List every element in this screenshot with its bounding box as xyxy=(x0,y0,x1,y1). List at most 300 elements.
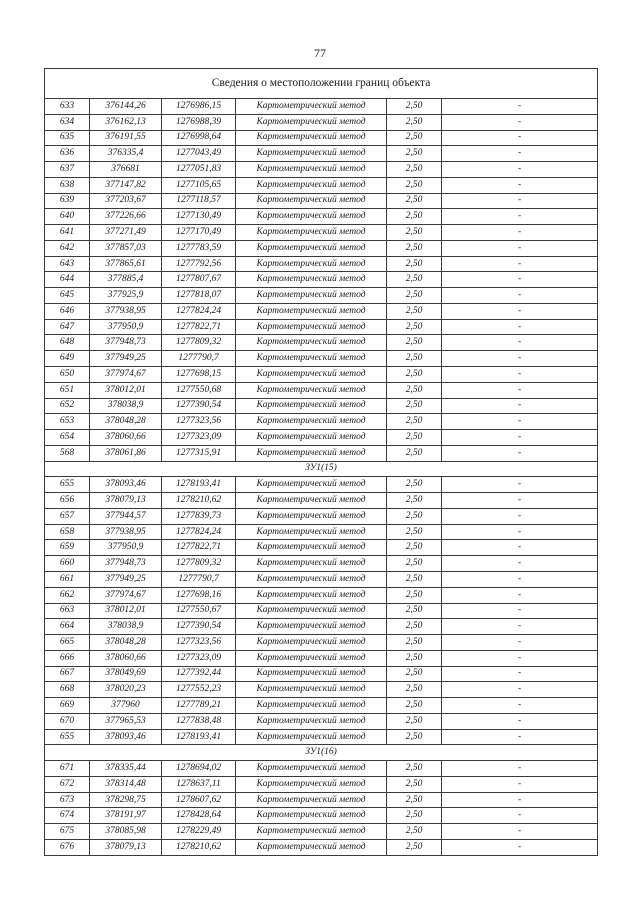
table-row xyxy=(45,761,598,777)
accuracy-cell: 2,50 xyxy=(387,540,442,556)
x-coordinate-cell: 378020,23 xyxy=(90,682,162,698)
accuracy-cell: 2,50 xyxy=(387,776,442,792)
x-coordinate-cell: 377950,9 xyxy=(90,319,162,335)
method-cell: Картометрический метод xyxy=(236,587,387,603)
point-number-cell: 664 xyxy=(45,619,90,635)
point-number-cell: 674 xyxy=(45,808,90,824)
y-coordinate-cell: 1276986,15 xyxy=(162,99,236,115)
accuracy-cell: 2,50 xyxy=(387,303,442,319)
description-cell: - xyxy=(442,382,598,398)
x-coordinate-cell: 378038,9 xyxy=(90,398,162,414)
y-coordinate-cell: 1277698,15 xyxy=(162,367,236,383)
table-body xyxy=(45,69,598,856)
method-cell: Картометрический метод xyxy=(236,776,387,792)
y-coordinate-cell: 1277818,07 xyxy=(162,288,236,304)
table-row xyxy=(45,414,598,430)
method-cell: Картометрический метод xyxy=(236,477,387,493)
x-coordinate-cell: 376162,13 xyxy=(90,114,162,130)
method-cell: Картометрический метод xyxy=(236,430,387,446)
y-coordinate-cell: 1277550,67 xyxy=(162,603,236,619)
y-coordinate-cell: 1277323,09 xyxy=(162,650,236,666)
description-cell: - xyxy=(442,351,598,367)
accuracy-cell: 2,50 xyxy=(387,146,442,162)
description-cell: - xyxy=(442,650,598,666)
table-row xyxy=(45,225,598,241)
description-cell: - xyxy=(442,493,598,509)
table-row xyxy=(45,146,598,162)
method-cell: Картометрический метод xyxy=(236,99,387,115)
table-row xyxy=(45,477,598,493)
y-coordinate-cell: 1277790,7 xyxy=(162,571,236,587)
point-number-cell: 646 xyxy=(45,303,90,319)
description-cell: - xyxy=(442,682,598,698)
method-cell: Картометрический метод xyxy=(236,603,387,619)
accuracy-cell: 2,50 xyxy=(387,587,442,603)
x-coordinate-cell: 378093,46 xyxy=(90,477,162,493)
x-coordinate-cell: 378061,86 xyxy=(90,445,162,461)
accuracy-cell: 2,50 xyxy=(387,130,442,146)
description-cell: - xyxy=(442,398,598,414)
method-cell: Картометрический метод xyxy=(236,382,387,398)
method-cell: Картометрический метод xyxy=(236,698,387,714)
y-coordinate-cell: 1277824,24 xyxy=(162,303,236,319)
table-row xyxy=(45,493,598,509)
x-coordinate-cell: 378060,66 xyxy=(90,650,162,666)
y-coordinate-cell: 1277790,7 xyxy=(162,351,236,367)
method-cell: Картометрический метод xyxy=(236,540,387,556)
description-cell: - xyxy=(442,524,598,540)
method-cell: Картометрический метод xyxy=(236,351,387,367)
table-row xyxy=(45,682,598,698)
point-number-cell: 676 xyxy=(45,839,90,855)
table-row xyxy=(45,177,598,193)
method-cell: Картометрический метод xyxy=(236,524,387,540)
table-row xyxy=(45,587,598,603)
table-title: Сведения о местоположении границ объекта xyxy=(45,69,598,99)
y-coordinate-cell: 1277839,73 xyxy=(162,508,236,524)
x-coordinate-cell: 378012,01 xyxy=(90,603,162,619)
x-coordinate-cell: 377960 xyxy=(90,698,162,714)
x-coordinate-cell: 378049,69 xyxy=(90,666,162,682)
y-coordinate-cell: 1278210,62 xyxy=(162,493,236,509)
method-cell: Картометрический метод xyxy=(236,824,387,840)
x-coordinate-cell: 378314,48 xyxy=(90,776,162,792)
x-coordinate-cell: 377865,61 xyxy=(90,256,162,272)
y-coordinate-cell: 1277698,16 xyxy=(162,587,236,603)
point-number-cell: 636 xyxy=(45,146,90,162)
description-cell: - xyxy=(442,240,598,256)
table-row xyxy=(45,729,598,745)
point-number-cell: 642 xyxy=(45,240,90,256)
description-cell: - xyxy=(442,698,598,714)
x-coordinate-cell: 377203,67 xyxy=(90,193,162,209)
description-cell: - xyxy=(442,225,598,241)
y-coordinate-cell: 1277552,23 xyxy=(162,682,236,698)
x-coordinate-cell: 376144,26 xyxy=(90,99,162,115)
description-cell: - xyxy=(442,414,598,430)
point-number-cell: 655 xyxy=(45,729,90,745)
y-coordinate-cell: 1277789,21 xyxy=(162,698,236,714)
method-cell: Картометрический метод xyxy=(236,367,387,383)
y-coordinate-cell: 1277809,32 xyxy=(162,556,236,572)
point-number-cell: 638 xyxy=(45,177,90,193)
method-cell: Картометрический метод xyxy=(236,193,387,209)
x-coordinate-cell: 378191,97 xyxy=(90,808,162,824)
table-row xyxy=(45,288,598,304)
table-row xyxy=(45,209,598,225)
x-coordinate-cell: 378085,98 xyxy=(90,824,162,840)
accuracy-cell: 2,50 xyxy=(387,177,442,193)
method-cell: Картометрический метод xyxy=(236,225,387,241)
point-number-cell: 655 xyxy=(45,477,90,493)
x-coordinate-cell: 377949,25 xyxy=(90,571,162,587)
description-cell: - xyxy=(442,587,598,603)
description-cell: - xyxy=(442,335,598,351)
description-cell: - xyxy=(442,146,598,162)
table-row xyxy=(45,792,598,808)
x-coordinate-cell: 377948,73 xyxy=(90,335,162,351)
description-cell: - xyxy=(442,272,598,288)
accuracy-cell: 2,50 xyxy=(387,650,442,666)
page-number: 77 xyxy=(314,46,326,60)
description-cell: - xyxy=(442,430,598,446)
table-row xyxy=(45,114,598,130)
y-coordinate-cell: 1278637,11 xyxy=(162,776,236,792)
x-coordinate-cell: 378060,66 xyxy=(90,430,162,446)
point-number-cell: 662 xyxy=(45,587,90,603)
method-cell: Картометрический метод xyxy=(236,114,387,130)
accuracy-cell: 2,50 xyxy=(387,524,442,540)
accuracy-cell: 2,50 xyxy=(387,493,442,509)
x-coordinate-cell: 376681 xyxy=(90,162,162,178)
point-number-cell: 639 xyxy=(45,193,90,209)
method-cell: Картометрический метод xyxy=(236,792,387,808)
y-coordinate-cell: 1277043,49 xyxy=(162,146,236,162)
point-number-cell: 653 xyxy=(45,414,90,430)
accuracy-cell: 2,50 xyxy=(387,367,442,383)
y-coordinate-cell: 1277105,65 xyxy=(162,177,236,193)
table-row xyxy=(45,256,598,272)
method-cell: Картометрический метод xyxy=(236,445,387,461)
accuracy-cell: 2,50 xyxy=(387,414,442,430)
method-cell: Картометрический метод xyxy=(236,619,387,635)
point-number-cell: 654 xyxy=(45,430,90,446)
y-coordinate-cell: 1276998,64 xyxy=(162,130,236,146)
accuracy-cell: 2,50 xyxy=(387,713,442,729)
description-cell: - xyxy=(442,571,598,587)
method-cell: Картометрический метод xyxy=(236,256,387,272)
accuracy-cell: 2,50 xyxy=(387,225,442,241)
point-number-cell: 649 xyxy=(45,351,90,367)
table-row xyxy=(45,272,598,288)
method-cell: Картометрический метод xyxy=(236,303,387,319)
table-row xyxy=(45,571,598,587)
description-cell: - xyxy=(442,367,598,383)
table-row xyxy=(45,430,598,446)
accuracy-cell: 2,50 xyxy=(387,288,442,304)
point-number-cell: 666 xyxy=(45,650,90,666)
accuracy-cell: 2,50 xyxy=(387,792,442,808)
description-cell: - xyxy=(442,540,598,556)
x-coordinate-cell: 378048,28 xyxy=(90,635,162,651)
point-number-cell: 675 xyxy=(45,824,90,840)
x-coordinate-cell: 378038,9 xyxy=(90,619,162,635)
method-cell: Картометрический метод xyxy=(236,319,387,335)
table-row xyxy=(45,367,598,383)
point-number-cell: 657 xyxy=(45,508,90,524)
table-row xyxy=(45,824,598,840)
table-row xyxy=(45,303,598,319)
table-row xyxy=(45,351,598,367)
point-number-cell: 650 xyxy=(45,367,90,383)
accuracy-cell: 2,50 xyxy=(387,445,442,461)
boundary-coordinates-table xyxy=(44,68,598,856)
table-row xyxy=(45,508,598,524)
method-cell: Картометрический метод xyxy=(236,556,387,572)
table-row xyxy=(45,130,598,146)
y-coordinate-cell: 1277792,56 xyxy=(162,256,236,272)
table-row xyxy=(45,382,598,398)
point-number-cell: 634 xyxy=(45,114,90,130)
point-number-cell: 635 xyxy=(45,130,90,146)
table-row xyxy=(45,603,598,619)
y-coordinate-cell: 1277550,68 xyxy=(162,382,236,398)
table-row xyxy=(45,635,598,651)
description-cell: - xyxy=(442,130,598,146)
method-cell: Картометрический метод xyxy=(236,682,387,698)
method-cell: Картометрический метод xyxy=(236,839,387,855)
accuracy-cell: 2,50 xyxy=(387,430,442,446)
y-coordinate-cell: 1278694,02 xyxy=(162,761,236,777)
method-cell: Картометрический метод xyxy=(236,288,387,304)
accuracy-cell: 2,50 xyxy=(387,240,442,256)
table-row xyxy=(45,556,598,572)
accuracy-cell: 2,50 xyxy=(387,571,442,587)
description-cell: - xyxy=(442,839,598,855)
method-cell: Картометрический метод xyxy=(236,635,387,651)
accuracy-cell: 2,50 xyxy=(387,603,442,619)
method-cell: Картометрический метод xyxy=(236,398,387,414)
table-row xyxy=(45,713,598,729)
description-cell: - xyxy=(442,635,598,651)
accuracy-cell: 2,50 xyxy=(387,839,442,855)
method-cell: Картометрический метод xyxy=(236,130,387,146)
method-cell: Картометрический метод xyxy=(236,162,387,178)
method-cell: Картометрический метод xyxy=(236,650,387,666)
y-coordinate-cell: 1277392,44 xyxy=(162,666,236,682)
description-cell: - xyxy=(442,729,598,745)
point-number-cell: 673 xyxy=(45,792,90,808)
accuracy-cell: 2,50 xyxy=(387,256,442,272)
table-row xyxy=(45,650,598,666)
point-number-cell: 671 xyxy=(45,761,90,777)
y-coordinate-cell: 1277824,24 xyxy=(162,524,236,540)
x-coordinate-cell: 377950,9 xyxy=(90,540,162,556)
point-number-cell: 661 xyxy=(45,571,90,587)
description-cell: - xyxy=(442,256,598,272)
accuracy-cell: 2,50 xyxy=(387,162,442,178)
x-coordinate-cell: 377949,25 xyxy=(90,351,162,367)
table-row xyxy=(45,240,598,256)
accuracy-cell: 2,50 xyxy=(387,698,442,714)
accuracy-cell: 2,50 xyxy=(387,351,442,367)
method-cell: Картометрический метод xyxy=(236,713,387,729)
accuracy-cell: 2,50 xyxy=(387,114,442,130)
method-cell: Картометрический метод xyxy=(236,808,387,824)
accuracy-cell: 2,50 xyxy=(387,193,442,209)
table-title-row xyxy=(45,69,598,99)
x-coordinate-cell: 378093,46 xyxy=(90,729,162,745)
point-number-cell: 656 xyxy=(45,493,90,509)
table-row xyxy=(45,193,598,209)
point-number-cell: 652 xyxy=(45,398,90,414)
y-coordinate-cell: 1278229,49 xyxy=(162,824,236,840)
accuracy-cell: 2,50 xyxy=(387,508,442,524)
x-coordinate-cell: 377226,66 xyxy=(90,209,162,225)
x-coordinate-cell: 378298,75 xyxy=(90,792,162,808)
accuracy-cell: 2,50 xyxy=(387,635,442,651)
accuracy-cell: 2,50 xyxy=(387,209,442,225)
description-cell: - xyxy=(442,619,598,635)
method-cell: Картометрический метод xyxy=(236,177,387,193)
description-cell: - xyxy=(442,177,598,193)
y-coordinate-cell: 1278193,41 xyxy=(162,729,236,745)
description-cell: - xyxy=(442,792,598,808)
x-coordinate-cell: 378079,13 xyxy=(90,839,162,855)
x-coordinate-cell: 376335,4 xyxy=(90,146,162,162)
x-coordinate-cell: 378335,44 xyxy=(90,761,162,777)
point-number-cell: 669 xyxy=(45,698,90,714)
accuracy-cell: 2,50 xyxy=(387,666,442,682)
y-coordinate-cell: 1278193,41 xyxy=(162,477,236,493)
x-coordinate-cell: 377271,49 xyxy=(90,225,162,241)
description-cell: - xyxy=(442,209,598,225)
accuracy-cell: 2,50 xyxy=(387,99,442,115)
method-cell: Картометрический метод xyxy=(236,508,387,524)
method-cell: Картометрический метод xyxy=(236,414,387,430)
table-row xyxy=(45,99,598,115)
description-cell: - xyxy=(442,824,598,840)
accuracy-cell: 2,50 xyxy=(387,319,442,335)
y-coordinate-cell: 1276988,39 xyxy=(162,114,236,130)
point-number-cell: 641 xyxy=(45,225,90,241)
point-number-cell: 644 xyxy=(45,272,90,288)
description-cell: - xyxy=(442,603,598,619)
table-row xyxy=(45,445,598,461)
point-number-cell: 663 xyxy=(45,603,90,619)
method-cell: Картометрический метод xyxy=(236,571,387,587)
accuracy-cell: 2,50 xyxy=(387,824,442,840)
accuracy-cell: 2,50 xyxy=(387,382,442,398)
point-number-cell: 633 xyxy=(45,99,90,115)
point-number-cell: 659 xyxy=(45,540,90,556)
x-coordinate-cell: 377147,82 xyxy=(90,177,162,193)
table-row xyxy=(45,162,598,178)
x-coordinate-cell: 377938,95 xyxy=(90,524,162,540)
y-coordinate-cell: 1277807,67 xyxy=(162,272,236,288)
x-coordinate-cell: 377925,9 xyxy=(90,288,162,304)
section-label: ЗУ1(15) xyxy=(45,461,598,477)
y-coordinate-cell: 1277390,54 xyxy=(162,619,236,635)
description-cell: - xyxy=(442,114,598,130)
description-cell: - xyxy=(442,99,598,115)
table-row xyxy=(45,808,598,824)
table-row xyxy=(45,776,598,792)
y-coordinate-cell: 1278428,64 xyxy=(162,808,236,824)
y-coordinate-cell: 1277315,91 xyxy=(162,445,236,461)
table-row xyxy=(45,524,598,540)
x-coordinate-cell: 378079,13 xyxy=(90,493,162,509)
y-coordinate-cell: 1278607,62 xyxy=(162,792,236,808)
accuracy-cell: 2,50 xyxy=(387,335,442,351)
point-number-cell: 668 xyxy=(45,682,90,698)
y-coordinate-cell: 1277822,71 xyxy=(162,319,236,335)
description-cell: - xyxy=(442,508,598,524)
y-coordinate-cell: 1277390,54 xyxy=(162,398,236,414)
x-coordinate-cell: 377965,53 xyxy=(90,713,162,729)
table-row xyxy=(45,319,598,335)
table-row xyxy=(45,540,598,556)
description-cell: - xyxy=(442,477,598,493)
description-cell: - xyxy=(442,193,598,209)
x-coordinate-cell: 377857,03 xyxy=(90,240,162,256)
accuracy-cell: 2,50 xyxy=(387,398,442,414)
x-coordinate-cell: 377944,57 xyxy=(90,508,162,524)
y-coordinate-cell: 1277838,48 xyxy=(162,713,236,729)
method-cell: Картометрический метод xyxy=(236,335,387,351)
point-number-cell: 568 xyxy=(45,445,90,461)
accuracy-cell: 2,50 xyxy=(387,556,442,572)
description-cell: - xyxy=(442,162,598,178)
table-row xyxy=(45,666,598,682)
y-coordinate-cell: 1277809,32 xyxy=(162,335,236,351)
method-cell: Картометрический метод xyxy=(236,493,387,509)
point-number-cell: 670 xyxy=(45,713,90,729)
accuracy-cell: 2,50 xyxy=(387,619,442,635)
point-number-cell: 672 xyxy=(45,776,90,792)
accuracy-cell: 2,50 xyxy=(387,761,442,777)
table-row xyxy=(45,619,598,635)
y-coordinate-cell: 1277822,71 xyxy=(162,540,236,556)
table-row xyxy=(45,335,598,351)
point-number-cell: 647 xyxy=(45,319,90,335)
point-number-cell: 640 xyxy=(45,209,90,225)
method-cell: Картометрический метод xyxy=(236,240,387,256)
y-coordinate-cell: 1277783,59 xyxy=(162,240,236,256)
description-cell: - xyxy=(442,303,598,319)
method-cell: Картометрический метод xyxy=(236,146,387,162)
y-coordinate-cell: 1277051,83 xyxy=(162,162,236,178)
description-cell: - xyxy=(442,713,598,729)
method-cell: Картометрический метод xyxy=(236,272,387,288)
point-number-cell: 651 xyxy=(45,382,90,398)
y-coordinate-cell: 1278210,62 xyxy=(162,839,236,855)
section-header-row xyxy=(45,461,598,477)
y-coordinate-cell: 1277323,56 xyxy=(162,635,236,651)
point-number-cell: 660 xyxy=(45,556,90,572)
point-number-cell: 667 xyxy=(45,666,90,682)
accuracy-cell: 2,50 xyxy=(387,729,442,745)
method-cell: Картометрический метод xyxy=(236,209,387,225)
y-coordinate-cell: 1277323,56 xyxy=(162,414,236,430)
y-coordinate-cell: 1277130,49 xyxy=(162,209,236,225)
x-coordinate-cell: 377974,67 xyxy=(90,587,162,603)
point-number-cell: 637 xyxy=(45,162,90,178)
y-coordinate-cell: 1277170,49 xyxy=(162,225,236,241)
method-cell: Картометрический метод xyxy=(236,761,387,777)
description-cell: - xyxy=(442,445,598,461)
description-cell: - xyxy=(442,288,598,304)
